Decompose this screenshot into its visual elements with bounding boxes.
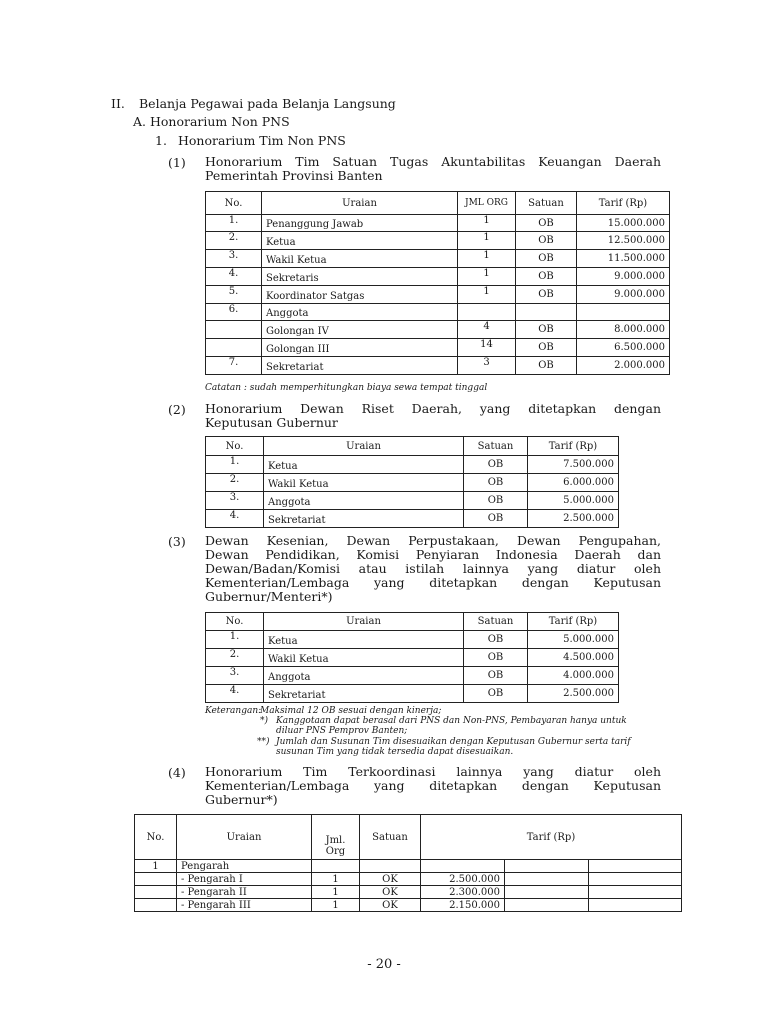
- subsection-a: A. Honorarium Non PNS: [133, 114, 290, 129]
- cell-satuan: OB: [464, 685, 528, 703]
- cell-no: 2.: [206, 232, 262, 250]
- item-1-number: (1): [168, 155, 186, 170]
- cell-satuan: OB: [516, 215, 577, 232]
- table-row: [206, 474, 619, 492]
- table-row: [135, 899, 682, 912]
- table-row: [135, 886, 682, 899]
- table-2-header: [206, 437, 619, 456]
- cell-no: 5.: [206, 286, 262, 304]
- cell-uraian: Ketua: [264, 456, 464, 474]
- item-4-line3: Gubernur*): [205, 792, 278, 807]
- cell-no: 1: [135, 860, 177, 873]
- table-row: [206, 357, 670, 375]
- cell-uraian: - Pengarah III: [177, 899, 312, 912]
- table-1-header: [206, 192, 670, 215]
- cell-satuan: OB: [516, 357, 577, 375]
- col-no: No.: [206, 437, 264, 456]
- cell-uraian: Golongan IV: [262, 321, 458, 339]
- item-4-line1: Honorarium Tim Terkoordinasi lainnya yang diatur oleh: [205, 764, 661, 779]
- item-3-line2: Dewan Pendidikan, Komisi Penyiaran Indonesia Daerah dan: [205, 547, 661, 562]
- col-tarif: Tarif (Rp): [528, 437, 619, 456]
- cell-no: 3.: [206, 492, 264, 510]
- cell-no: 2.: [206, 649, 264, 667]
- cell-tarif: 5.000.000: [528, 492, 619, 510]
- cell-uraian: Koordinator Satgas: [262, 286, 458, 304]
- cell-jml: 1: [458, 268, 516, 286]
- cell-tarif: 6.000.000: [528, 474, 619, 492]
- cell-tarif: 9.000.000: [577, 286, 670, 304]
- table-row: [206, 286, 670, 304]
- table-row: [135, 873, 682, 886]
- table-1-note: Catatan : sudah memperhitungkan biaya sewa tempat tinggal: [205, 383, 488, 393]
- table-3: [205, 612, 619, 703]
- cell-satuan: OB: [516, 339, 577, 357]
- cell-tarif: 15.000.000: [577, 215, 670, 232]
- cell-satuan: OK: [360, 886, 421, 899]
- cell-no: [135, 899, 177, 912]
- cell-satuan: OB: [516, 321, 577, 339]
- cell-jml: 1: [458, 215, 516, 232]
- cell-satuan: OB: [516, 286, 577, 304]
- item-1-title-line2: Pemerintah Provinsi Banten: [205, 168, 383, 183]
- cell-jml: 1: [458, 286, 516, 304]
- cell-tarif: 12.500.000: [577, 232, 670, 250]
- table-row: [206, 304, 670, 321]
- cell-empty: [505, 860, 589, 873]
- keterangan-star-1: Kanggotaan dapat berasal dari PNS dan Non-PNS, Pembayaran hanya untuk: [276, 716, 627, 726]
- cell-satuan: OB: [464, 631, 528, 649]
- cell-tarif: 2.150.000: [421, 899, 505, 912]
- keterangan-star-1b: diluar PNS Pemprov Banten;: [276, 726, 408, 736]
- cell-jml: 1: [312, 899, 360, 912]
- table-row: [206, 492, 619, 510]
- cell-satuan: OB: [464, 474, 528, 492]
- table-row: [206, 268, 670, 286]
- cell-no: 1.: [206, 456, 264, 474]
- cell-uraian: - Pengarah II: [177, 886, 312, 899]
- col-uraian: Uraian: [264, 613, 464, 631]
- table-3-header: [206, 613, 619, 631]
- item-4-number: (4): [168, 765, 186, 780]
- cell-tarif: 2.300.000: [421, 886, 505, 899]
- cell-no: 4.: [206, 510, 264, 528]
- cell-uraian: Anggota: [264, 667, 464, 685]
- cell-uraian: Wakil Ketua: [264, 649, 464, 667]
- cell-satuan: [360, 860, 421, 873]
- cell-uraian: Sekretaris: [262, 268, 458, 286]
- cell-tarif: [577, 304, 670, 321]
- item-2-title-line1: Honorarium Dewan Riset Daerah, yang ditetapkan dengan: [205, 401, 661, 416]
- cell-tarif: 8.000.000: [577, 321, 670, 339]
- cell-uraian: Ketua: [264, 631, 464, 649]
- col-jml-org: JML ORG: [458, 192, 516, 215]
- keterangan-label: Keterangan:: [205, 706, 262, 716]
- item-2-number: (2): [168, 402, 186, 417]
- cell-tarif: 4.500.000: [528, 649, 619, 667]
- cell-uraian: - Pengarah I: [177, 873, 312, 886]
- cell-jml: [458, 304, 516, 321]
- table-row: [206, 649, 619, 667]
- cell-uraian: Wakil Ketua: [262, 250, 458, 268]
- cell-uraian: Anggota: [264, 492, 464, 510]
- keterangan-main: Maksimal 12 OB sesuai dengan kinerja;: [260, 706, 442, 716]
- page-number: - 20 -: [367, 957, 401, 972]
- table-row: [206, 339, 670, 357]
- cell-no: 2.: [206, 474, 264, 492]
- item-3-line4: Kementerian/Lembaga yang ditetapkan dengan Keputusan: [205, 575, 661, 590]
- cell-satuan: OB: [464, 492, 528, 510]
- cell-uraian: Sekretariat: [264, 685, 464, 703]
- cell-empty: [505, 899, 589, 912]
- item-4-line2: Kementerian/Lembaga yang ditetapkan dengan Keputusan: [205, 778, 661, 793]
- table-row: [206, 510, 619, 528]
- cell-jml: 3: [458, 357, 516, 375]
- cell-no: 3.: [206, 667, 264, 685]
- cell-no: 1.: [206, 631, 264, 649]
- cell-jml: 14: [458, 339, 516, 357]
- col-satuan: Satuan: [464, 437, 528, 456]
- keterangan-star2-mark: **): [257, 737, 270, 747]
- table-row: [206, 250, 670, 268]
- cell-satuan: OB: [464, 649, 528, 667]
- table-1: [205, 191, 670, 375]
- col-no: No.: [135, 815, 177, 860]
- table-row: [206, 215, 670, 232]
- cell-tarif: 7.500.000: [528, 456, 619, 474]
- cell-empty: [505, 873, 589, 886]
- cell-uraian: Pengarah: [177, 860, 312, 873]
- col-satuan: Satuan: [360, 815, 421, 860]
- cell-jml: 1: [312, 886, 360, 899]
- cell-satuan: OB: [464, 510, 528, 528]
- table-row: [206, 685, 619, 703]
- cell-satuan: OB: [464, 667, 528, 685]
- item-3-line3: Dewan/Badan/Komisi atau istilah lainnya yang diatur oleh: [205, 561, 661, 576]
- cell-uraian: Sekretariat: [264, 510, 464, 528]
- keterangan-star-2b: susunan Tim yang tidak tersedia dapat disesuaikan.: [276, 747, 514, 757]
- cell-tarif: 11.500.000: [577, 250, 670, 268]
- cell-empty: [589, 860, 682, 873]
- col-jml-org: Jml. Org: [312, 815, 360, 860]
- cell-satuan: [516, 304, 577, 321]
- table-row: [206, 456, 619, 474]
- cell-no: 6.: [206, 304, 262, 321]
- cell-satuan: OB: [516, 250, 577, 268]
- cell-uraian: Wakil Ketua: [264, 474, 464, 492]
- item-1-title-line1: Honorarium Tim Satuan Tugas Akuntabilitas Keuangan Daerah: [205, 154, 661, 169]
- table-4: [134, 814, 682, 912]
- cell-uraian: Anggota: [262, 304, 458, 321]
- cell-tarif: [421, 860, 505, 873]
- cell-jml: 1: [458, 250, 516, 268]
- section-number: II.: [111, 96, 125, 111]
- cell-satuan: OK: [360, 899, 421, 912]
- cell-tarif: 9.000.000: [577, 268, 670, 286]
- cell-no: 4.: [206, 268, 262, 286]
- cell-uraian: Penanggung Jawab: [262, 215, 458, 232]
- cell-jml: 4: [458, 321, 516, 339]
- cell-satuan: OB: [516, 232, 577, 250]
- cell-empty: [589, 873, 682, 886]
- keterangan-star-mark: *): [260, 716, 269, 726]
- cell-no: 3.: [206, 250, 262, 268]
- col-tarif: Tarif (Rp): [528, 613, 619, 631]
- cell-tarif: 6.500.000: [577, 339, 670, 357]
- cell-no: [206, 339, 262, 357]
- cell-tarif: 2.500.000: [421, 873, 505, 886]
- col-satuan: Satuan: [516, 192, 577, 215]
- cell-jml: 1: [458, 232, 516, 250]
- table-2: [205, 436, 619, 528]
- cell-uraian: Golongan III: [262, 339, 458, 357]
- col-uraian: Uraian: [262, 192, 458, 215]
- cell-empty: [505, 886, 589, 899]
- section-title: Belanja Pegawai pada Belanja Langsung: [139, 96, 396, 111]
- cell-jml: 1: [312, 873, 360, 886]
- cell-tarif: 2.500.000: [528, 685, 619, 703]
- cell-satuan: OK: [360, 873, 421, 886]
- col-uraian: Uraian: [177, 815, 312, 860]
- cell-no: [135, 886, 177, 899]
- cell-no: [206, 321, 262, 339]
- item-2-title-line2: Keputusan Gubernur: [205, 415, 338, 430]
- col-tarif: Tarif (Rp): [577, 192, 670, 215]
- cell-no: 1.: [206, 215, 262, 232]
- cell-jml: [312, 860, 360, 873]
- table-row: [206, 667, 619, 685]
- subsection-1-title: Honorarium Tim Non PNS: [178, 133, 346, 148]
- col-satuan: Satuan: [464, 613, 528, 631]
- item-3-number: (3): [168, 534, 186, 549]
- item-3-line1: Dewan Kesenian, Dewan Perpustakaan, Dewan Pengupahan,: [205, 533, 661, 548]
- cell-no: 4.: [206, 685, 264, 703]
- table-4-header: [135, 815, 682, 860]
- cell-satuan: OB: [464, 456, 528, 474]
- cell-tarif: 2.500.000: [528, 510, 619, 528]
- item-3-line5: Gubernur/Menteri*): [205, 589, 333, 604]
- cell-empty: [589, 899, 682, 912]
- table-row: [206, 631, 619, 649]
- col-uraian: Uraian: [264, 437, 464, 456]
- table-row: [206, 232, 670, 250]
- cell-satuan: OB: [516, 268, 577, 286]
- cell-no: [135, 873, 177, 886]
- cell-tarif: 5.000.000: [528, 631, 619, 649]
- col-no: No.: [206, 613, 264, 631]
- keterangan-star-2: Jumlah dan Susunan Tim disesuaikan dengan Keputusan Gubernur serta tarif: [276, 737, 631, 747]
- col-no: No.: [206, 192, 262, 215]
- cell-tarif: 4.000.000: [528, 667, 619, 685]
- col-tarif: Tarif (Rp): [421, 815, 682, 860]
- cell-empty: [589, 886, 682, 899]
- table-row: [135, 860, 682, 873]
- cell-uraian: Sekretariat: [262, 357, 458, 375]
- subsection-1-number: 1.: [155, 133, 167, 148]
- table-row: [206, 321, 670, 339]
- cell-no: 7.: [206, 357, 262, 375]
- cell-uraian: Ketua: [262, 232, 458, 250]
- cell-tarif: 2.000.000: [577, 357, 670, 375]
